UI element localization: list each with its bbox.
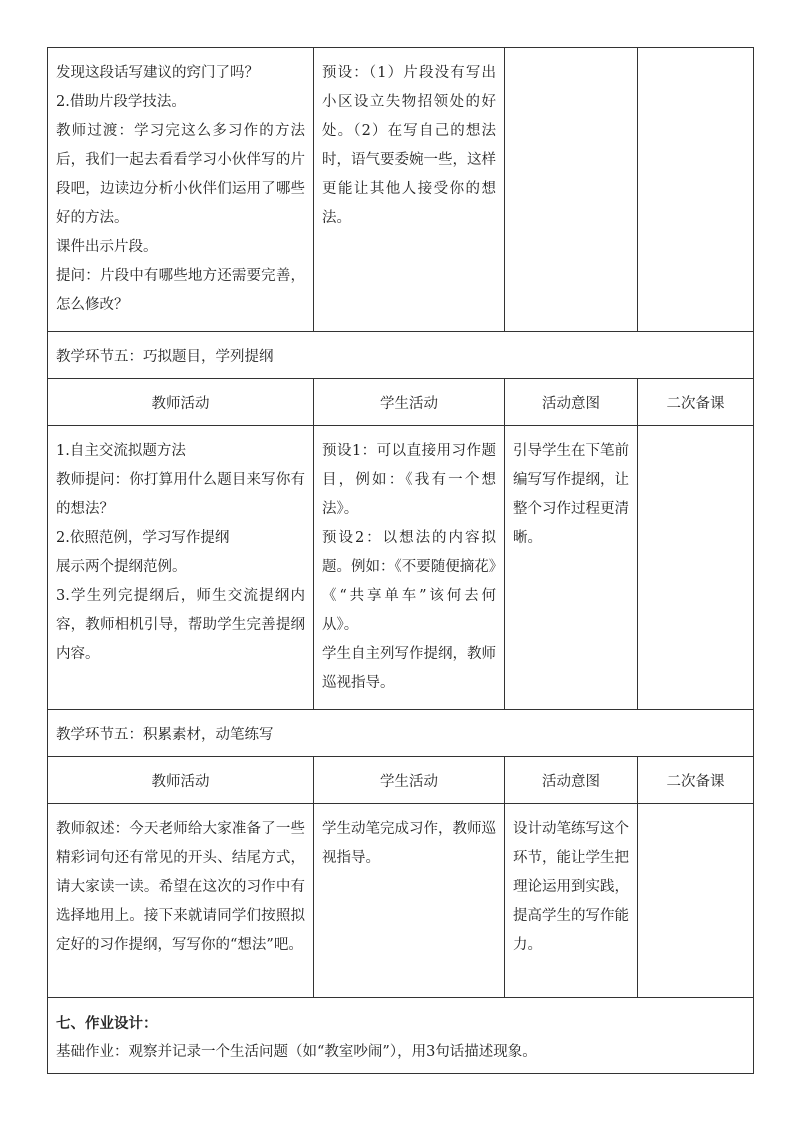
teacher-activity-cell	[48, 426, 314, 710]
paragraph: 3.学生列完提纲后，师生交流提纲内容，教师相机引导，帮助学生完善提纲内容。	[56, 588, 305, 662]
second-prep-cell	[638, 48, 754, 332]
paragraph: 预设：（1）片段没有写出小区设立失物招领处的好处。（2）在写自己的想法时，语气要委婉一些，这样更能让其他人接受你的想法。	[322, 65, 496, 226]
header-activity-intent: 活动意图	[505, 757, 638, 804]
section-title: 教学环节五：巧拟题目，学列提纲	[48, 332, 754, 379]
homework-basic: 基础作业：观察并记录一个生活问题（如“教室吵闹”），用3句话描述现象。	[56, 1044, 537, 1060]
student-activity-cell	[314, 804, 505, 998]
header-student-activity: 学生活动	[314, 379, 505, 426]
header-second-prep: 二次备课	[638, 757, 754, 804]
paragraph: 发现这段话写建议的窍门了吗？	[56, 65, 259, 81]
paragraph: 教师提问：你打算用什么题目来写你有的想法？	[56, 472, 305, 517]
activity-intent-cell	[505, 426, 638, 710]
student-activity-cell	[314, 48, 505, 332]
homework-row	[48, 998, 754, 1074]
paragraph: 2.依照范例，学习写作提纲	[56, 530, 230, 546]
section-row	[48, 332, 754, 379]
header-row	[48, 379, 754, 426]
paragraph: 引导学生在下笔前编写写作提纲，让整个习作过程更清晰。	[513, 443, 629, 546]
paragraph: 课件出示片段。	[56, 239, 158, 255]
student-activity-cell	[314, 426, 505, 710]
teacher-activity-cell	[48, 804, 314, 998]
header-student-activity: 学生活动	[314, 757, 505, 804]
activity-row	[48, 426, 754, 710]
section-title: 教学环节五：积累素材，动笔练写	[48, 710, 754, 757]
header-teacher-activity: 教师活动	[48, 379, 314, 426]
paragraph: 学生动笔完成习作，教师巡视指导。	[322, 821, 496, 866]
teacher-activity-cell	[48, 48, 314, 332]
section-row	[48, 710, 754, 757]
paragraph: 2.借助片段学技法。	[56, 94, 186, 110]
second-prep-cell	[638, 804, 754, 998]
header-second-prep: 二次备课	[638, 379, 754, 426]
paragraph: 教师叙述：今天老师给大家准备了一些精彩词句还有常见的开头、结尾方式，请大家读一读。希望在这次的习作中有选择地用上。接下来就请同学们按照拟定好的习作提纲，写写你的“想法”吧。	[56, 821, 305, 953]
activity-row-continued	[48, 48, 754, 332]
paragraph: 学生自主列写作提纲，教师巡视指导。	[322, 646, 496, 691]
header-teacher-activity: 教师活动	[48, 757, 314, 804]
header-row	[48, 757, 754, 804]
homework-cell	[48, 998, 754, 1074]
paragraph: 预设2：以想法的内容拟题。例如：《不要随便摘花》《“共享单车”该何去何从》。	[322, 530, 496, 633]
lesson-plan-table	[47, 47, 754, 1074]
paragraph: 1.自主交流拟题方法	[56, 443, 186, 459]
homework-title: 七、作业设计：	[56, 1015, 158, 1032]
activity-row	[48, 804, 754, 998]
paragraph: 教师过渡：学习完这么多习作的方法后，我们一起去看看学习小伙伴写的片段吧，边读边分析小伙伴们运用了哪些好的方法。	[56, 123, 305, 226]
paragraph: 提问：片段中有哪些地方还需要完善，怎么修改？	[56, 268, 305, 313]
paragraph: 展示两个提纲范例。	[56, 559, 187, 575]
paragraph: 预设1：可以直接用习作题目，例如：《我有一个想法》。	[322, 443, 496, 517]
activity-intent-cell	[505, 48, 638, 332]
second-prep-cell	[638, 426, 754, 710]
paragraph: 设计动笔练写这个环节，能让学生把理论运用到实践，提高学生的写作能力。	[513, 821, 629, 953]
header-activity-intent: 活动意图	[505, 379, 638, 426]
activity-intent-cell	[505, 804, 638, 998]
